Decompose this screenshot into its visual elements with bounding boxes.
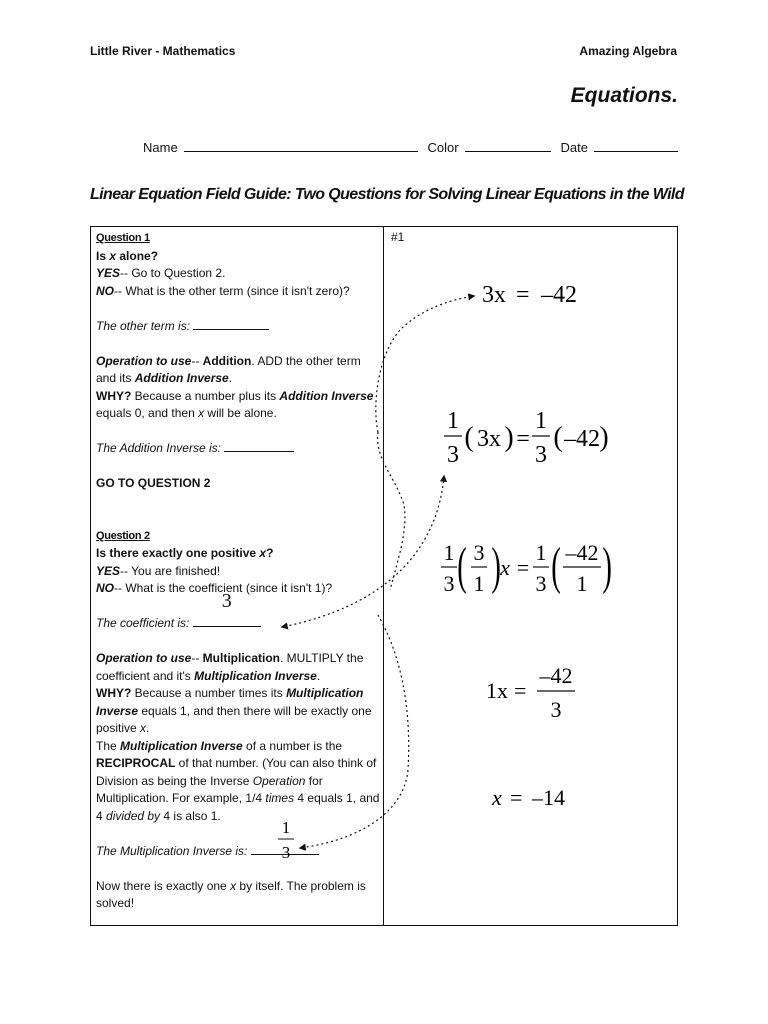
svg-text:x: x: [492, 785, 502, 810]
color-field[interactable]: [465, 139, 551, 152]
svg-text:3: 3: [535, 571, 547, 596]
svg-text:=: =: [516, 282, 530, 308]
header-unit: Amazing Algebra: [579, 44, 677, 58]
question1-heading: Question 1: [96, 232, 150, 244]
svg-text:–42: –42: [564, 426, 600, 452]
svg-text:): ): [602, 538, 612, 596]
goto-question2: GO TO QUESTION 2: [96, 476, 211, 490]
multiplication-inverse-blank[interactable]: [251, 843, 319, 855]
color-label: Color: [427, 140, 459, 155]
question1-why: WHY? Because a number plus its Addition Inverse equals 0, and then x will be alone.: [96, 388, 374, 420]
student-info-fields: [143, 139, 678, 155]
svg-text:=: =: [514, 678, 527, 703]
svg-text:=: =: [516, 555, 530, 580]
svg-text:3: 3: [443, 571, 455, 596]
svg-text:3x: 3x: [477, 426, 501, 452]
addition-inverse-line: The Addition Inverse is:: [96, 440, 381, 458]
date-field[interactable]: [594, 139, 678, 152]
instructions-column: [96, 230, 381, 913]
question2-operation: Operation to use-- Multiplication. MULTIPLY the coefficient and it's Multiplication Inverse.: [96, 651, 364, 683]
question2-no: NO-- What is the coefficient (since it isn't 1)?: [96, 581, 333, 595]
page-title: Equations.: [570, 84, 678, 107]
svg-text:(: (: [464, 422, 474, 453]
other-term-blank[interactable]: [193, 318, 269, 330]
svg-text:1: 1: [443, 540, 455, 565]
svg-text:=: =: [510, 785, 523, 810]
addition-inverse-blank[interactable]: [224, 440, 294, 452]
coefficient-blank[interactable]: [193, 590, 261, 627]
coefficient-line: The coefficient is: 3: [96, 615, 381, 633]
svg-text:1: 1: [576, 571, 588, 596]
problem-number: #1: [391, 230, 405, 244]
question1-operation: Operation to use-- Addition. ADD the other term and its Addition Inverse.: [96, 353, 361, 385]
multiplication-inverse-line: The Multiplication Inverse is:: [96, 843, 381, 861]
svg-text:3: 3: [535, 442, 547, 468]
name-label: Name: [143, 140, 178, 155]
svg-text:1: 1: [535, 540, 547, 565]
svg-text:–42: –42: [541, 282, 577, 308]
date-label: Date: [560, 140, 588, 155]
column-divider: [383, 227, 384, 925]
question2-yes: YES-- You are finished!: [96, 563, 221, 578]
svg-text:1: 1: [447, 408, 459, 434]
svg-text:): ): [504, 422, 514, 453]
question2-heading: Question 2: [96, 529, 150, 542]
header-school: Little River - Mathematics: [90, 44, 236, 58]
other-term-line: The other term is:: [96, 318, 381, 336]
svg-text:x: x: [500, 555, 510, 580]
question2-why: WHY? Because a number times its Multiplication Inverse equals 1, and then there will be exactly one positive x.: [96, 686, 372, 735]
svg-text:): ): [491, 538, 501, 596]
question1-prompt: Is x alone?: [96, 248, 159, 263]
guide-title: Linear Equation Field Guide: Two Questions for Solving Linear Equations in the Wild: [90, 186, 684, 203]
final-statement: Now there is exactly one x by itself. The problem is solved!: [96, 878, 366, 910]
question2-prompt: Is there exactly one positive x?: [96, 546, 274, 560]
svg-text:1x: 1x: [486, 678, 508, 703]
svg-text:1: 1: [535, 408, 547, 434]
question1-yes: YES-- Go to Question 2.: [96, 266, 226, 280]
svg-text:3: 3: [550, 697, 562, 722]
reciprocal-explanation: The Multiplication Inverse of a number is the RECIPROCAL of that number. (You can also think of Division as being the Inverse Operation for Multiplication. For example, 1/4 times 4 equals 1, and 4 divided by 4 is also 1.: [96, 738, 380, 823]
svg-text:–14: –14: [532, 785, 565, 810]
svg-text:–42: –42: [539, 663, 573, 688]
svg-text:): ): [599, 422, 609, 453]
svg-text:3x: 3x: [482, 282, 506, 308]
name-field[interactable]: [184, 139, 418, 152]
question1-no: NO-- What is the other term (since it isn't zero)?: [96, 283, 350, 298]
svg-text:3: 3: [473, 540, 485, 565]
svg-text:=: =: [516, 426, 530, 452]
svg-text:–42: –42: [565, 540, 599, 565]
svg-text:3: 3: [447, 442, 459, 468]
svg-text:1: 1: [473, 571, 485, 596]
svg-text:(: (: [551, 538, 561, 596]
svg-text:1: 1: [281, 818, 291, 837]
svg-text:(: (: [553, 422, 563, 453]
svg-text:(: (: [457, 538, 467, 596]
coefficient-answer: 3: [221, 590, 232, 612]
svg-text:3: 3: [281, 843, 291, 862]
